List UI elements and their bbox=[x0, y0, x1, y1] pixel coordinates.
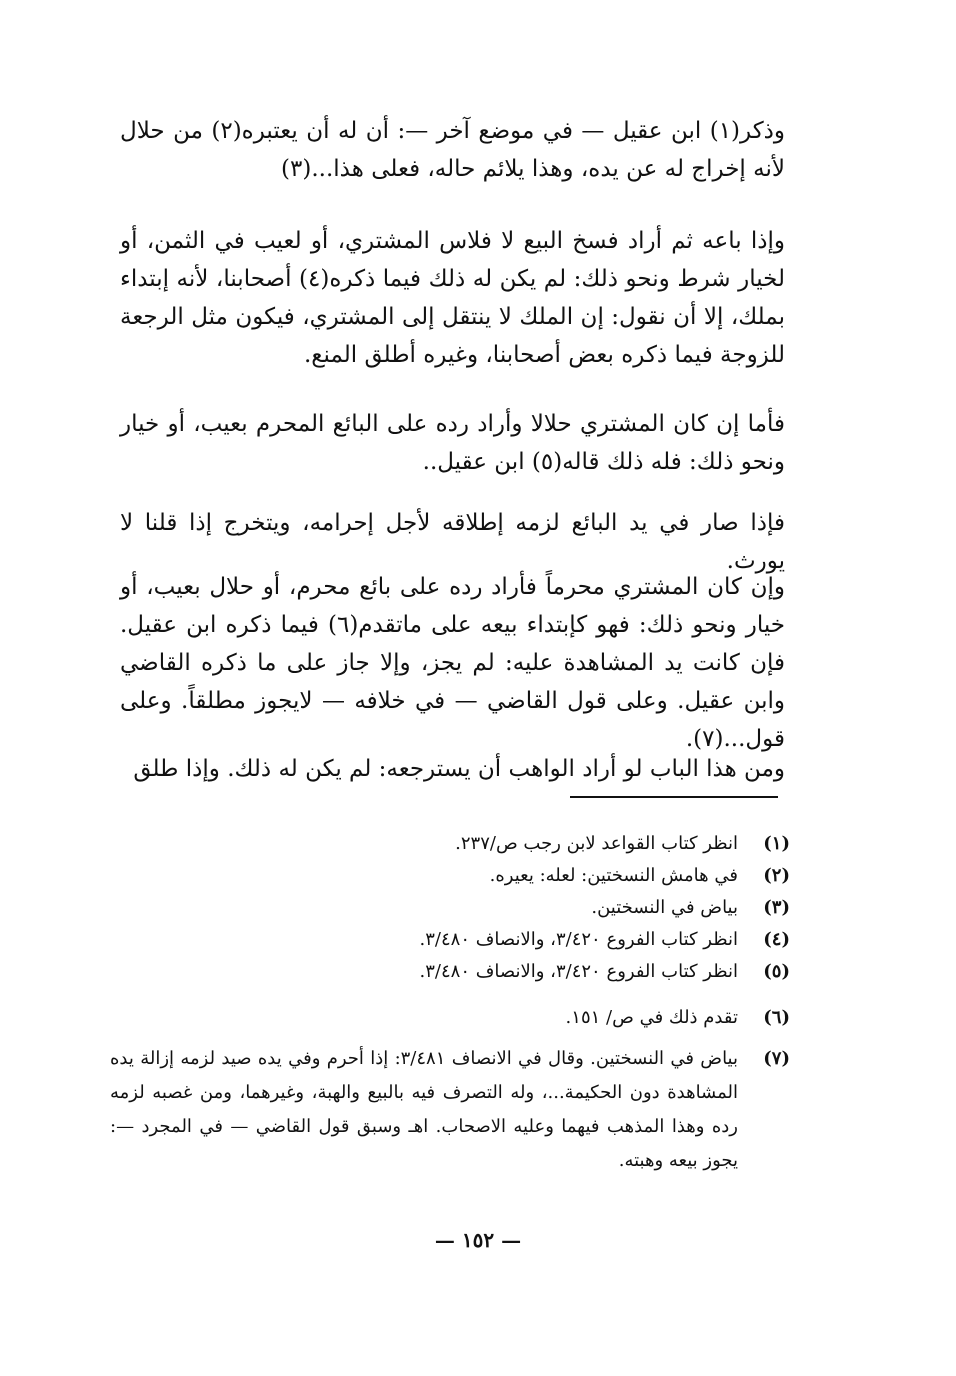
footnote-number: (٧) bbox=[763, 1048, 790, 1069]
footnote-text: انظر كتاب الفروع ٣/٤٢٠، والانصاف ٣/٤٨٠. bbox=[419, 961, 738, 982]
main-paragraph: وإذا باعه ثم أراد فسخ البيع لا فلاس المشتري، أو لعيب في الثمن، أو لخيار شرط ونحو ذلك: لم يكن له ذلك فيما ذكره(٤) أصحابنا، لأنه إبتداء بملك، إلا أن نقول: إن الملك لا ينتقل إلى المشتري، فيكون مثل الرجعة للزوجة فيما ذكره بعض أصحابنا، وغيره أطلق المنع. bbox=[120, 228, 785, 368]
footnote-text: انظر كتاب الفروع ٣/٤٢٠، والانصاف ٣/٤٨٠. bbox=[419, 929, 738, 950]
footnote-text: انظر كتاب القواعد لابن رجب ص/٢٣٧. bbox=[455, 833, 738, 854]
footnote-text: في هامش النسختين: لعله: يعيره. bbox=[489, 865, 738, 886]
main-paragraph: ومن هذا الباب لو أراد الواهب أن يسترجعه: لم يكن له ذلك. وإذا طلق bbox=[133, 756, 785, 782]
footnote-text: تقدم ذلك في ص/ ١٥١. bbox=[565, 1007, 738, 1028]
main-paragraph: فأما إن كان المشتري حلالا وأراد رده على البائع المحرم بعيب، أو خيار ونحو ذلك: فله ذلك قاله(٥) ابن عقيل.. bbox=[120, 411, 785, 475]
footnote-number: (٥) bbox=[763, 961, 790, 982]
footnote-item bbox=[110, 926, 790, 958]
footnote-item bbox=[110, 1004, 790, 1036]
footnote-text: بياض في النسختين. وقال في الانصاف ٣/٤٨١: إذا أحرم وفي يده صيد لزمه إزالة يده المشاهدة دون الحكيمة...، وله التصرف فيه بالبيع والهبة، وغيرهما، ومن غصبه لزمه رده وهذا المذهب فيهما وعليه الاصحاب. اهـ وسبق قول القاضي — في المجرد —: يجوز بيعه وهبته. bbox=[110, 1048, 738, 1171]
footnote-item bbox=[110, 894, 790, 926]
footnotes-section bbox=[110, 830, 790, 1178]
footnote-number: (٢) bbox=[763, 865, 790, 886]
footnote-text: بياض في النسختين. bbox=[591, 897, 738, 918]
main-paragraph: وذكر(١) ابن عقيل — في موضع آخر —: أن له أن يعتبره(٢) من حلال لأنه إخراج له عن يده، وهذا يلائم حاله، فعلى هذا...(٣) bbox=[120, 118, 786, 182]
footnote-item bbox=[110, 830, 790, 862]
footnote-number: (٦) bbox=[763, 1007, 790, 1028]
main-paragraph: فإذا صار في يد البائع لزمه إطلاقه لأجل إحرامه، ويتخرج إذا قلنا لا يورث. bbox=[120, 510, 785, 574]
footnote-item bbox=[110, 958, 790, 990]
main-paragraph: وإن كان المشتري محرماً فأراد رده على بائع محرم، أو حلال بعيب، أو خيار ونحو ذلك: فهو كإبتداء بيعه على ماتقدم(٦) فيما ذكره ابن عقيل. فإن كانت يد المشاهدة عليه: لم يجز، وإلا جاز على ما ذكره القاضي وابن عقيل. وعلى قول القاضي — في خلافه — لايجوز مطلقاً. وعلى قول...(٧). bbox=[120, 574, 786, 752]
footnote-item bbox=[110, 1042, 790, 1178]
footnote-number: (١) bbox=[763, 833, 790, 854]
page-number: — ١٥٢ — bbox=[434, 1228, 522, 1252]
footnote-item bbox=[110, 862, 790, 894]
footnote-number: (٤) bbox=[763, 929, 790, 950]
footnote-number: (٣) bbox=[763, 897, 790, 918]
footnote-divider bbox=[570, 796, 778, 798]
